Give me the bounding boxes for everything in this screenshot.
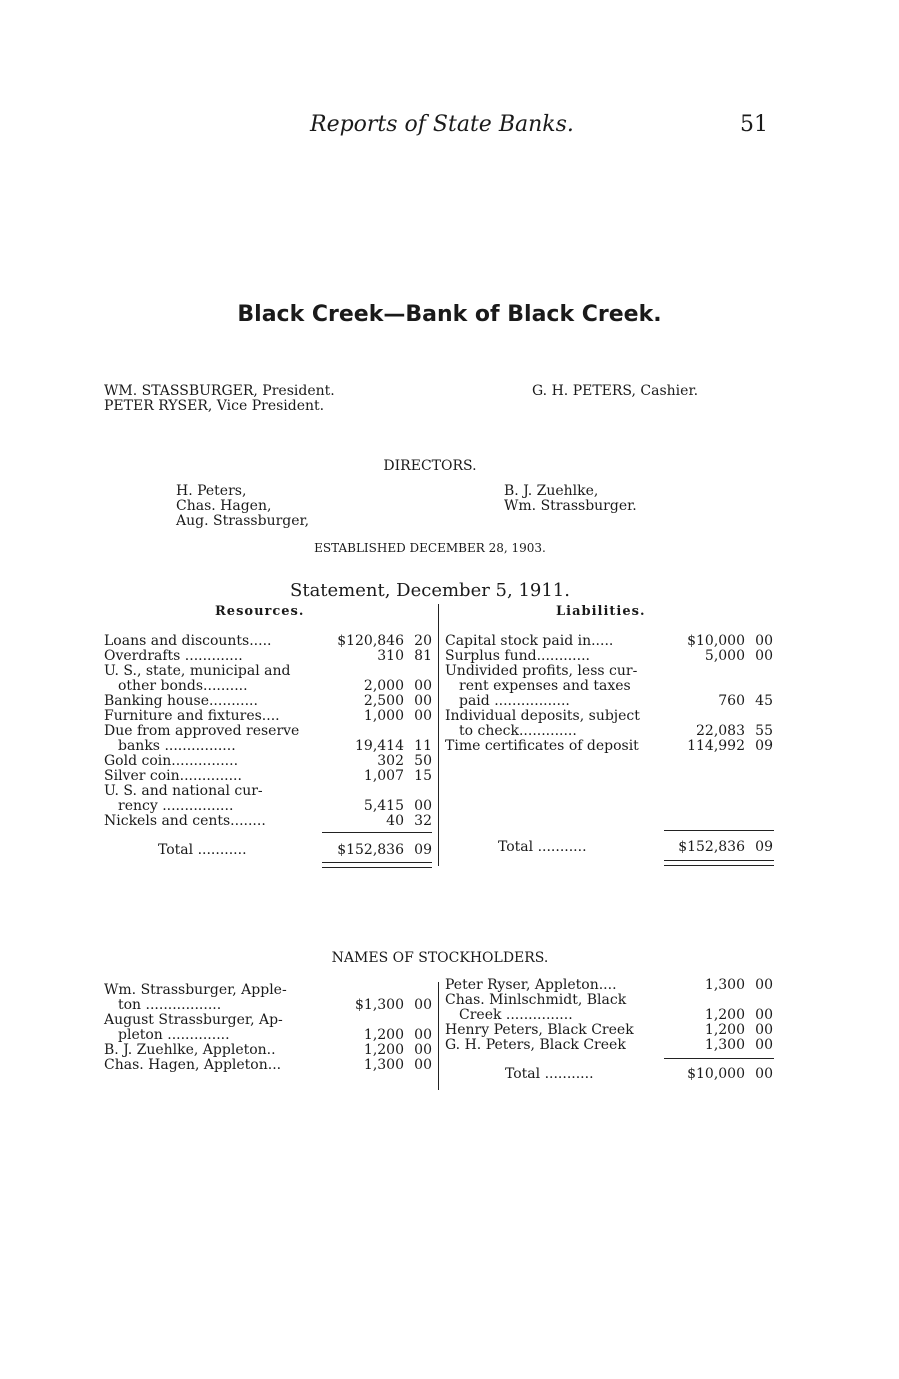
item-dollars: 2,000: [363, 678, 404, 694]
statement-title: Statement, December 5, 1911.: [290, 580, 570, 601]
item-dollars: $10,000: [687, 633, 745, 649]
liabilities-heading: Liabilities.: [556, 604, 646, 619]
total-dollars: $10,000: [687, 1066, 745, 1082]
running-title: Reports of State Banks.: [310, 112, 574, 137]
cashier-line: G. H. PETERS, Cashier.: [532, 383, 699, 399]
item-cents: 00: [755, 648, 773, 664]
item-label: pleton ..............: [118, 1027, 230, 1043]
item-cents: 32: [414, 813, 432, 829]
item-cents: 00: [755, 1037, 773, 1053]
bank-title: Black Creek—Bank of Black Creek.: [237, 302, 662, 327]
column-divider: [438, 604, 439, 866]
item-label: ton .................: [118, 997, 222, 1013]
item-label: Due from approved reserve: [104, 723, 300, 739]
column-divider: [438, 982, 439, 1090]
directors-left: [176, 484, 309, 529]
directors-heading: DIRECTORS.: [383, 458, 477, 474]
item-label: other bonds..........: [118, 678, 248, 694]
item-cents: 45: [755, 693, 773, 709]
item-label: August Strassburger, Ap-: [104, 1012, 283, 1028]
resources-list: [104, 634, 434, 854]
item-cents: 55: [755, 723, 773, 739]
item-label: Banking house...........: [104, 693, 258, 709]
double-rule: [322, 862, 432, 868]
item-cents: 00: [414, 1027, 432, 1043]
item-cents: 00: [414, 997, 432, 1013]
officers-left: [104, 384, 335, 414]
item-label: Creek ...............: [459, 1007, 573, 1023]
item-label: Chas. Hagen, Appleton...: [104, 1057, 282, 1073]
item-dollars: 22,083: [696, 723, 745, 739]
president-line: WM. STASSBURGER, President.: [104, 383, 335, 399]
total-rule: [664, 830, 774, 831]
stockholders-heading: NAMES OF STOCKHOLDERS.: [331, 950, 549, 966]
total-label: Total ...........: [498, 839, 587, 855]
item-label: Henry Peters, Black Creek: [445, 1022, 634, 1038]
item-dollars: 1,000: [363, 708, 404, 724]
liabilities-list: [445, 634, 775, 774]
total-dollars: $152,836: [678, 839, 745, 855]
item-dollars: 1,200: [363, 1042, 404, 1058]
item-label: to check.............: [459, 723, 577, 739]
double-rule: [664, 860, 774, 866]
page-number: 51: [740, 112, 768, 137]
item-label: Individual deposits, subject: [445, 708, 640, 724]
item-cents: 09: [755, 738, 773, 754]
item-label: banks ................: [118, 738, 236, 754]
item-cents: 00: [414, 1042, 432, 1058]
item-cents: 00: [755, 633, 773, 649]
item-dollars: 302: [377, 753, 404, 769]
item-cents: 20: [414, 633, 432, 649]
item-dollars: 1,300: [363, 1057, 404, 1073]
item-cents: 00: [755, 977, 773, 993]
vice-president-line: PETER RYSER, Vice President.: [104, 398, 325, 414]
item-label: Time certificates of deposit: [445, 738, 639, 754]
item-dollars: 5,000: [704, 648, 745, 664]
item-dollars: 5,415: [363, 798, 404, 814]
item-label: Gold coin...............: [104, 753, 239, 769]
item-cents: 00: [755, 1022, 773, 1038]
item-cents: 11: [414, 738, 432, 754]
item-label: Overdrafts .............: [104, 648, 243, 664]
item-label: Undivided profits, less cur-: [445, 663, 638, 679]
item-label: Chas. Minlschmidt, Black: [445, 992, 627, 1008]
stockholders-right: [445, 978, 775, 1058]
total-label: Total ...........: [158, 842, 247, 858]
item-label: Capital stock paid in.....: [445, 633, 614, 649]
item-label: rent expenses and taxes: [459, 678, 631, 694]
item-label: Silver coin..............: [104, 768, 242, 784]
item-dollars: $1,300: [355, 997, 404, 1013]
item-dollars: 40: [386, 813, 404, 829]
item-dollars: 1,200: [704, 1022, 745, 1038]
item-label: Loans and discounts.....: [104, 633, 272, 649]
item-label: U. S. and national cur-: [104, 783, 263, 799]
item-dollars: 760: [718, 693, 745, 709]
total-cents: 09: [414, 842, 432, 858]
total-cents: 09: [755, 839, 773, 855]
total-rule: [664, 1058, 774, 1059]
item-dollars: $120,846: [337, 633, 404, 649]
total-cents: 00: [755, 1066, 773, 1082]
item-dollars: 2,500: [363, 693, 404, 709]
director-name: Aug. Strassburger,: [176, 513, 310, 529]
item-label: G. H. Peters, Black Creek: [445, 1037, 626, 1053]
item-cents: 00: [414, 798, 432, 814]
item-label: Furniture and fixtures....: [104, 708, 280, 724]
total-rule: [322, 832, 432, 833]
total-dollars: $152,836: [337, 842, 404, 858]
director-name: Wm. Strassburger.: [504, 498, 637, 514]
item-label: Nickels and cents........: [104, 813, 266, 829]
item-dollars: 1,007: [363, 768, 404, 784]
item-label: Peter Ryser, Appleton....: [445, 977, 617, 993]
item-dollars: 114,992: [687, 738, 745, 754]
item-dollars: 310: [377, 648, 404, 664]
item-label: B. J. Zuehlke, Appleton..: [104, 1042, 276, 1058]
item-cents: 50: [414, 753, 432, 769]
item-label: rency ................: [118, 798, 234, 814]
item-cents: 15: [414, 768, 432, 784]
item-label: Wm. Strassburger, Apple-: [104, 982, 287, 998]
director-name: H. Peters,: [176, 483, 247, 499]
established-date: ESTABLISHED DECEMBER 28, 1903.: [314, 541, 546, 555]
item-cents: 00: [755, 1007, 773, 1023]
stockholders-left: [104, 983, 434, 1083]
item-cents: 00: [414, 678, 432, 694]
total-label: Total ...........: [505, 1066, 594, 1082]
item-dollars: 19,414: [355, 738, 404, 754]
item-label: U. S., state, municipal and: [104, 663, 291, 679]
director-name: Chas. Hagen,: [176, 498, 272, 514]
resources-heading: Resources.: [215, 604, 305, 619]
item-dollars: 1,300: [704, 977, 745, 993]
item-cents: 00: [414, 1057, 432, 1073]
item-dollars: 1,300: [704, 1037, 745, 1053]
item-cents: 00: [414, 693, 432, 709]
item-label: paid .................: [459, 693, 570, 709]
director-name: B. J. Zuehlke,: [504, 483, 599, 499]
item-cents: 81: [414, 648, 432, 664]
item-cents: 00: [414, 708, 432, 724]
item-dollars: 1,200: [704, 1007, 745, 1023]
item-dollars: 1,200: [363, 1027, 404, 1043]
item-label: Surplus fund............: [445, 648, 590, 664]
directors-right: [504, 484, 637, 514]
